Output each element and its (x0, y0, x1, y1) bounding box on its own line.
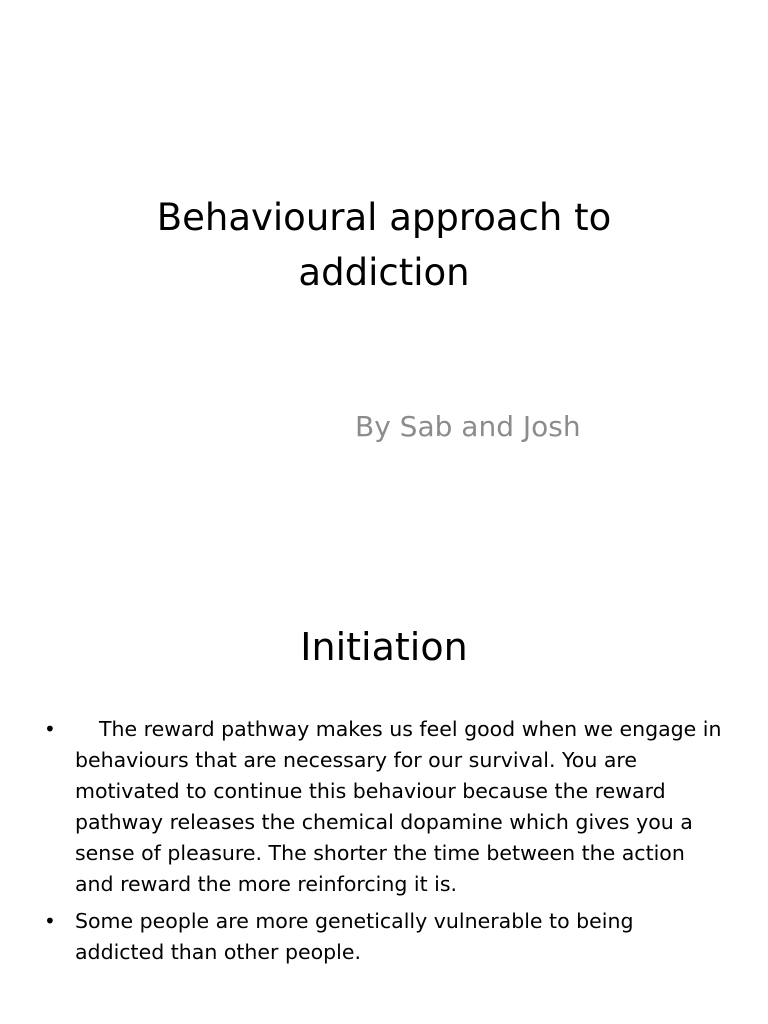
bullet-marker: • (44, 909, 56, 933)
bullet-text: Some people are more genetically vulnerable to being addicted than other people. (75, 909, 634, 964)
slide-initiation (0, 512, 768, 1024)
slide-subtitle: By Sab and Josh (355, 410, 581, 443)
title-line-2: addiction (298, 251, 470, 294)
bullet-item (0, 906, 768, 968)
bullet-marker: • (44, 717, 56, 741)
slide-heading: Initiation (300, 625, 468, 669)
title-line-1: Behavioural approach to (156, 196, 612, 239)
bullet-text: The reward pathway makes us feel good when we engage in behaviours that are necessary for our survival. You are motivated to continue this behaviour because the reward pathway releases the chemical dopamine which gives you a sense of pleasure. The shorter the time between the action and reward the more reinforcing it is. (75, 717, 722, 896)
bullet-list (0, 714, 768, 974)
bullet-item (0, 714, 768, 900)
slide-title-heading (60, 190, 708, 300)
